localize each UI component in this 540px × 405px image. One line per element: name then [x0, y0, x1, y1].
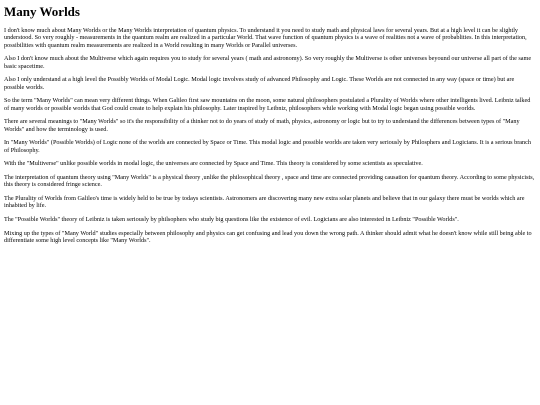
paragraph-multiverse-connected: With the "Multiverse" unlike possible worlds in modal logic, the universes are connected by Space and Time. This theory is considered by some scientists as speculative. [4, 160, 423, 168]
paragraph-leibniz-possible-worlds: The "Possible Worlds" theory of Leibniz is taken seriously by philsophers who study big questions like the existence of evil. Logicians are also interested in Leibniz "Possible Worlds". [4, 216, 459, 223]
page-title: Many Worlds [4, 4, 80, 19]
paragraph-quantum-interpretation: The interpretation of quantum theory using "Many Worlds" is a physical theory ,unlike the philosophical theory , space and time are connected providing causation for quantum theory. According to some physicists, this theory is considered fringe science. [4, 174, 535, 189]
paragraph-term-meanings: So the term "Many Worlds" can mean very different things. When Galileo first saw mountains on the moon, some natural philosophers postulated a Plurality of Worlds where other intelligents lived. Leibniz talked of many worlds or possible worlds that God could create to help explain his philosophy. Later inspired by Leibniz, philosophers while working with Modal logic began using possible worlds. [4, 97, 531, 112]
paragraph-modal-logic: Also I only understand at a high level the Possibly Worlds of Modal Logic. Modal logic involves study of advanced Philosophy and Logic. These Worlds are not connected in any way (space or time) but are possible worlds. [4, 76, 515, 91]
paragraph-multiverse: Also I don't know much about the Multiverse which again requires you to study for several years ( math and astronomy). So very roughly the Multiverse is other universes beyound our universe all part of the same basic spacetime. [4, 55, 532, 70]
paragraph-thinker-responsibility: There are several meanings to "Many Worlds" so it's the responsibility of a thinker not to do years of study of math, physics, astronomy or logic but to try to understand the differences between types of "Many Worlds" and how the terminology is used. [4, 118, 520, 133]
paragraph-possible-worlds-logic: In "Many Worlds" (Possible Worlds) of Logic none of the worlds are connected by Space or Time. This modal logic and possible worlds are taken very seriously by Philosphers and Logicians. It is a serious branch of Philosophy. [4, 139, 531, 154]
paragraph-mixing-types: Mixing up the types of "Many World" studies especially between philosophy and physics can get confusing and lead you down the wrong path. A thinker should admit what he doesn't know while still being able to differentiate some high level concepts like "Many Worlds". [4, 229, 532, 244]
paragraph-plurality-of-worlds: The Plurality of Worlds from Galileo's time is widely held to be true by todays scientists. Astronomers are discovering many new extra solar planets and believe that in our galaxy there must be worlds which are inhabited by life. [4, 195, 525, 210]
paragraph-quantum-many-worlds: I don't know much about Many Worlds or the Many Worlds interpretation of quantum physics. To understand it you need to study math and physical laws for several years. But at a high level it can be slightly understood. So very roughly - measurements in the quantum realm are realized in a particular World. That wave function of quantum physics is a wave of realities not a wave of probablities. In this interpretation, possibilities with quantum realm measurements are realized in a World resulting in many Worlds or Parallel universes. [4, 27, 527, 49]
